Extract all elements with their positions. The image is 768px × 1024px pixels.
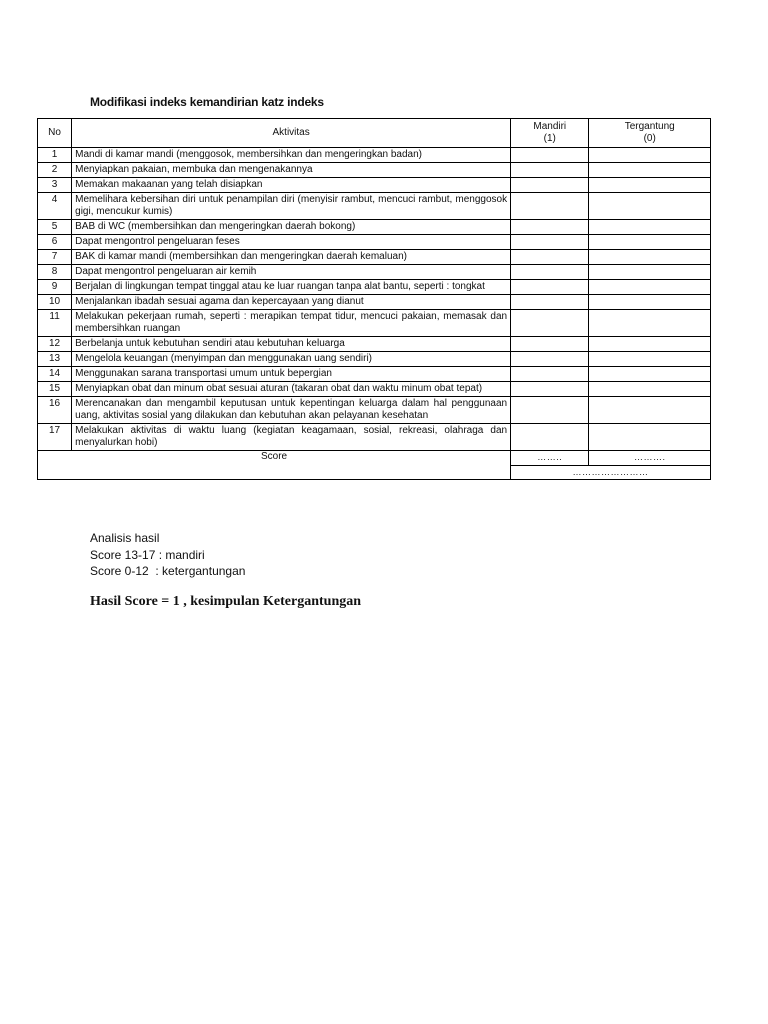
score-row <box>38 451 711 466</box>
table-row <box>38 193 711 220</box>
tergantung-cell[interactable] <box>589 337 711 352</box>
tergantung-cell[interactable] <box>589 352 711 367</box>
row-activity: Mengelola keuangan (menyimpan dan menggunakan uang sendiri) <box>72 352 511 367</box>
mandiri-cell[interactable] <box>511 148 589 163</box>
mandiri-cell[interactable] <box>511 178 589 193</box>
mandiri-cell[interactable] <box>511 397 589 424</box>
table-row <box>38 148 711 163</box>
table-row <box>38 235 711 250</box>
mandiri-cell[interactable] <box>511 367 589 382</box>
table-row <box>38 265 711 280</box>
table-row <box>38 178 711 193</box>
header-no: No <box>38 119 72 148</box>
table-row <box>38 367 711 382</box>
tergantung-cell[interactable] <box>589 397 711 424</box>
row-activity: Melakukan pekerjaan rumah, seperti : merapikan tempat tidur, mencuci pakaian, memasak dan membersihkan ruangan <box>72 310 511 337</box>
table-row <box>38 424 711 451</box>
row-number: 2 <box>38 163 72 178</box>
header-tergantung <box>589 119 711 148</box>
tergantung-cell[interactable] <box>589 148 711 163</box>
header-mandiri <box>511 119 589 148</box>
row-number: 16 <box>38 397 72 424</box>
row-activity: Dapat mengontrol pengeluaran feses <box>72 235 511 250</box>
analysis-ketergantungan-range: Score 0-12 : ketergantungan <box>90 564 246 578</box>
mandiri-cell[interactable] <box>511 250 589 265</box>
tergantung-cell[interactable] <box>589 178 711 193</box>
tergantung-cell[interactable] <box>589 310 711 337</box>
row-activity: Memakan makaanan yang telah disiapkan <box>72 178 511 193</box>
document-title: Modifikasi indeks kemandirian katz indeks <box>90 95 324 109</box>
table-row <box>38 280 711 295</box>
row-number: 14 <box>38 367 72 382</box>
row-activity: Melakukan aktivitas di waktu luang (kegiatan keagamaan, sosial, rekreasi, olahraga dan menyalurkan hobi) <box>72 424 511 451</box>
tergantung-cell[interactable] <box>589 382 711 397</box>
row-number: 9 <box>38 280 72 295</box>
row-number: 12 <box>38 337 72 352</box>
table-row <box>38 163 711 178</box>
score-label: Score <box>38 451 511 480</box>
tergantung-cell[interactable] <box>589 424 711 451</box>
row-activity: Menjalankan ibadah sesuai agama dan kepercayaan yang dianut <box>72 295 511 310</box>
score-total-field[interactable]: …………………… <box>511 465 711 480</box>
mandiri-cell[interactable] <box>511 310 589 337</box>
table-row <box>38 397 711 424</box>
table-row <box>38 337 711 352</box>
row-number: 11 <box>38 310 72 337</box>
mandiri-cell[interactable] <box>511 265 589 280</box>
mandiri-cell[interactable] <box>511 352 589 367</box>
row-number: 7 <box>38 250 72 265</box>
tergantung-cell[interactable] <box>589 235 711 250</box>
row-number: 1 <box>38 148 72 163</box>
table-row <box>38 382 711 397</box>
row-activity: Mandi di kamar mandi (menggosok, membersihkan dan mengeringkan badan) <box>72 148 511 163</box>
row-activity: Dapat mengontrol pengeluaran air kemih <box>72 265 511 280</box>
mandiri-cell[interactable] <box>511 337 589 352</box>
row-activity: Menyiapkan obat dan minum obat sesuai aturan (takaran obat dan waktu minum obat tepat) <box>72 382 511 397</box>
row-activity: Berjalan di lingkungan tempat tinggal atau ke luar ruangan tanpa alat bantu, seperti : tongkat <box>72 280 511 295</box>
table-row <box>38 250 711 265</box>
tergantung-cell[interactable] <box>589 193 711 220</box>
header-mandiri-label: Mandiri <box>533 121 567 132</box>
row-activity: Berbelanja untuk kebutuhan sendiri atau kebutuhan keluarga <box>72 337 511 352</box>
table-row <box>38 295 711 310</box>
katz-index-table <box>37 118 711 480</box>
table-header-row <box>38 119 711 148</box>
tergantung-cell[interactable] <box>589 265 711 280</box>
row-activity: Menyiapkan pakaian, membuka dan mengenakannya <box>72 163 511 178</box>
table-row <box>38 310 711 337</box>
header-tergantung-label: Tergantung <box>624 121 675 132</box>
row-activity: Menggunakan sarana transportasi umum untuk bepergian <box>72 367 511 382</box>
analysis-mandiri-range: Score 13-17 : mandiri <box>90 547 205 562</box>
header-tergantung-value: (0) <box>643 133 656 144</box>
tergantung-cell[interactable] <box>589 367 711 382</box>
table-row <box>38 352 711 367</box>
row-number: 6 <box>38 235 72 250</box>
tergantung-cell[interactable] <box>589 220 711 235</box>
analysis-section <box>90 530 245 580</box>
row-number: 4 <box>38 193 72 220</box>
mandiri-cell[interactable] <box>511 235 589 250</box>
mandiri-cell[interactable] <box>511 280 589 295</box>
analysis-heading: Analisis hasil <box>90 531 160 545</box>
table-body <box>38 148 711 480</box>
row-activity: BAB di WC (membersihkan dan mengeringkan daerah bokong) <box>72 220 511 235</box>
result-conclusion: Hasil Score = 1 , kesimpulan Ketergantungan <box>90 594 362 609</box>
mandiri-cell[interactable] <box>511 424 589 451</box>
table-row <box>38 220 711 235</box>
row-activity: Merencanakan dan mengambil keputusan untuk kepentingan keluarga dalam hal penggunaan uang, aktivitas sosial yang dilakukan dan kebutuhan akan pelayanan kesehatan <box>72 397 511 424</box>
row-number: 3 <box>38 178 72 193</box>
mandiri-cell[interactable] <box>511 295 589 310</box>
tergantung-cell[interactable] <box>589 295 711 310</box>
score-mandiri-field[interactable]: …….. <box>511 451 589 466</box>
header-mandiri-value: (1) <box>543 133 556 144</box>
row-number: 8 <box>38 265 72 280</box>
tergantung-cell[interactable] <box>589 280 711 295</box>
mandiri-cell[interactable] <box>511 382 589 397</box>
row-number: 5 <box>38 220 72 235</box>
header-aktivitas: Aktivitas <box>72 119 511 148</box>
mandiri-cell[interactable] <box>511 163 589 178</box>
score-tergantung-field[interactable]: ………. <box>589 451 711 466</box>
tergantung-cell[interactable] <box>589 163 711 178</box>
mandiri-cell[interactable] <box>511 193 589 220</box>
row-activity: Memelihara kebersihan diri untuk penampilan diri (menyisir rambut, mencuci rambut, menggosok gigi, mencukur kumis) <box>72 193 511 220</box>
row-number: 13 <box>38 352 72 367</box>
row-number: 17 <box>38 424 72 451</box>
row-activity: BAK di kamar mandi (membersihkan dan mengeringkan daerah kemaluan) <box>72 250 511 265</box>
row-number: 10 <box>38 295 72 310</box>
row-number: 15 <box>38 382 72 397</box>
tergantung-cell[interactable] <box>589 250 711 265</box>
mandiri-cell[interactable] <box>511 220 589 235</box>
